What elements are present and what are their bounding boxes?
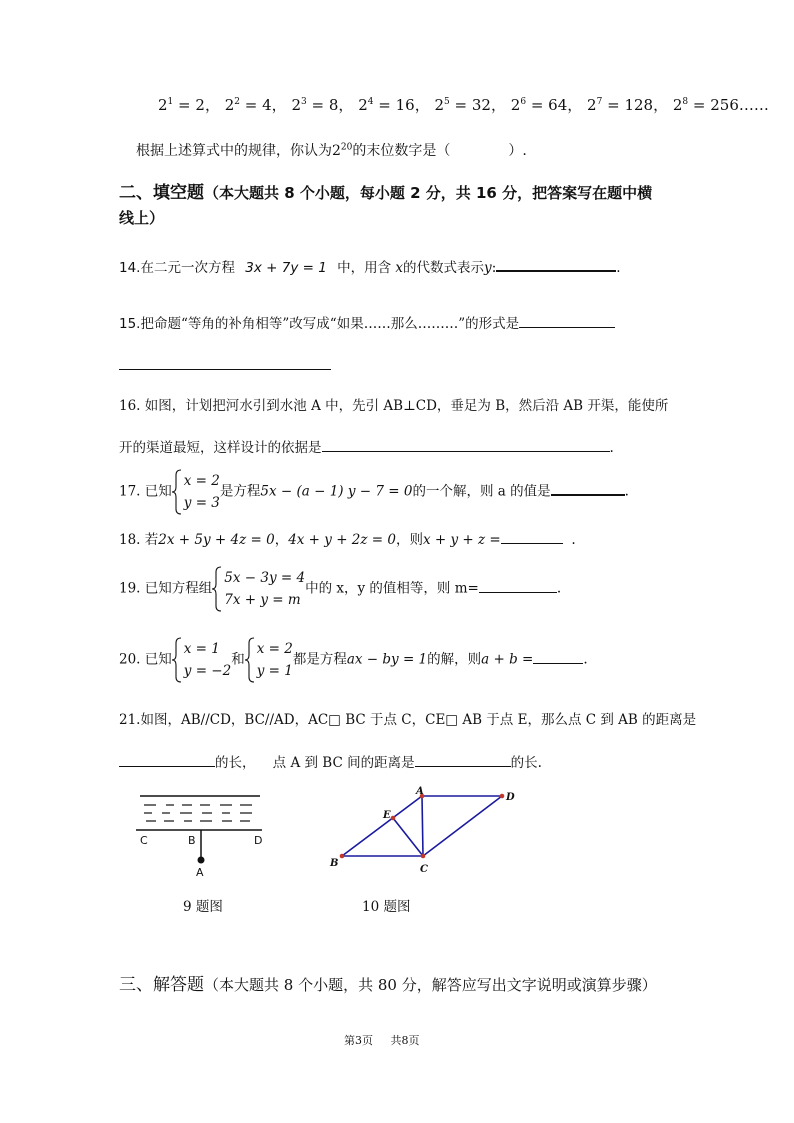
point-c bbox=[421, 854, 426, 859]
question-14: 14.在二元一次方程 3x + 7y = 1 中，用含 x的代数式表示y: . bbox=[119, 256, 621, 276]
label-e: E bbox=[383, 810, 391, 821]
left-brace-icon bbox=[212, 566, 222, 612]
answer-blank-20[interactable] bbox=[533, 649, 583, 664]
question-20: 20. 已知 x = 1 y = −2 和 x = 2 y = 1 都是方程ax − by = 1的解，则a + b = . bbox=[119, 637, 588, 683]
answer-blank-17[interactable] bbox=[551, 480, 625, 496]
answer-blank-21b[interactable] bbox=[415, 752, 511, 767]
label-b: B bbox=[330, 858, 339, 869]
answer-blank-15b[interactable] bbox=[119, 369, 331, 370]
label-b: B bbox=[188, 834, 196, 847]
label-d: D bbox=[506, 792, 515, 803]
answer-blank-18[interactable] bbox=[501, 529, 563, 544]
point-d bbox=[500, 794, 505, 799]
equation-14: 3x + 7y = 1 bbox=[245, 260, 327, 276]
system-20a: x = 1 y = −2 bbox=[172, 637, 231, 683]
label-a: A bbox=[196, 866, 204, 879]
power-item: $2^6 = 64$ bbox=[510, 96, 568, 114]
figure-10 bbox=[324, 782, 530, 882]
answer-blank-21a[interactable] bbox=[119, 752, 215, 767]
section-2-note-cont: 线上） bbox=[119, 209, 165, 227]
point-b bbox=[340, 854, 345, 859]
power-item: $2^2 = 4$ bbox=[224, 96, 272, 114]
power-item: $2^8 = 256$ bbox=[672, 96, 739, 114]
segment-ab bbox=[342, 796, 422, 856]
power-item: $2^3 = 8$ bbox=[291, 96, 339, 114]
system-19: 5x − 3y = 4 7x + y = m bbox=[212, 566, 305, 612]
system-20b: x = 2 y = 1 bbox=[245, 637, 293, 683]
segment-ce bbox=[393, 818, 423, 856]
left-brace-icon bbox=[172, 469, 182, 515]
point-a bbox=[198, 857, 205, 864]
label-d: D bbox=[254, 834, 263, 847]
power-item: $2^5 = 32$ bbox=[434, 96, 491, 114]
section-3-title: 三、解答题 bbox=[119, 975, 204, 995]
power-expression: $2^{20}$ bbox=[332, 142, 353, 159]
answer-blank-15a[interactable] bbox=[519, 313, 615, 328]
page-number: 第3页 bbox=[344, 1034, 373, 1047]
label-c: C bbox=[140, 834, 148, 847]
question-18: 18. 若2x + 5y + 4z = 0，4x + y + 2z = 0，则x + y + z = . bbox=[119, 528, 576, 548]
power-item: $2^4 = 16$ bbox=[358, 96, 415, 114]
point-e bbox=[391, 816, 396, 821]
question-19: 19. 已知方程组 5x − 3y = 4 7x + y = m 中的 x，y 的值相等，则 m= . bbox=[119, 566, 561, 612]
section-3-header bbox=[119, 970, 657, 995]
segment-ac bbox=[422, 796, 423, 856]
answer-blank-16[interactable] bbox=[322, 437, 610, 452]
powers-line: $2^1 = 2$， $2^2 = 4$， $2^3 = 8$， $2^4 = 16$， $2^5 = 32$， $2^6 = 64$， $2^7 = 128$， $2^8$ = 256…… bbox=[158, 96, 769, 114]
figure-9 bbox=[130, 788, 270, 880]
left-brace-icon bbox=[172, 637, 182, 683]
system-17: x = 2 y = 3 bbox=[172, 469, 220, 515]
left-brace-icon bbox=[245, 637, 255, 683]
answer-blank-14[interactable] bbox=[496, 256, 616, 272]
section-3-note: （本大题共 8 个小题，共 80 分，解答应写出文字说明或演算步骤） bbox=[204, 976, 657, 994]
page-total: 共8页 bbox=[390, 1034, 420, 1047]
figure-10-caption: 10 题图 bbox=[362, 899, 411, 915]
section-2-header bbox=[119, 178, 652, 203]
question-17: 17. 已知 x = 2 y = 3 是方程5x − (a − 1) y − 7 = 0的一个解，则 a 的值是 . bbox=[119, 469, 629, 515]
page-footer bbox=[344, 1032, 419, 1048]
equation-17: 5x − (a − 1) y − 7 = 0 bbox=[260, 483, 413, 500]
answer-blank-19[interactable] bbox=[479, 578, 557, 593]
power-item: $2^1 = 2$ bbox=[158, 96, 205, 114]
section-2-note: （本大题共 8 个小题，每小题 2 分，共 16 分，把答案写在题中横 bbox=[204, 184, 653, 202]
label-a: A bbox=[416, 786, 424, 797]
segment-cd bbox=[423, 796, 502, 856]
power-item: $2^7 = 128$ bbox=[587, 96, 654, 114]
label-c: C bbox=[420, 864, 428, 875]
river-water-lines bbox=[144, 805, 252, 821]
question-16: 16. 如图，计划把河水引到水池 A 中，先引 AB⊥CD，垂足为 B，然后沿 AB 开渠，能使所 bbox=[119, 398, 669, 414]
question-13-tail: 根据上述算式中的规律，你认为$2^{20}$的末位数字是（ ）. bbox=[136, 142, 527, 159]
question-21: 21.如图，AB//CD，BC//AD，AC□ BC 于点 C，CE□ AB 于点 E，那么点 C 到 AB 的距离是 bbox=[119, 712, 697, 728]
section-2-title: 二、填空题 bbox=[119, 183, 204, 203]
figure-9-caption: 9 题图 bbox=[183, 899, 223, 915]
question-15: 15.把命题“等角的补角相等”改写成“如果……那么………”的形式是 bbox=[119, 312, 615, 332]
